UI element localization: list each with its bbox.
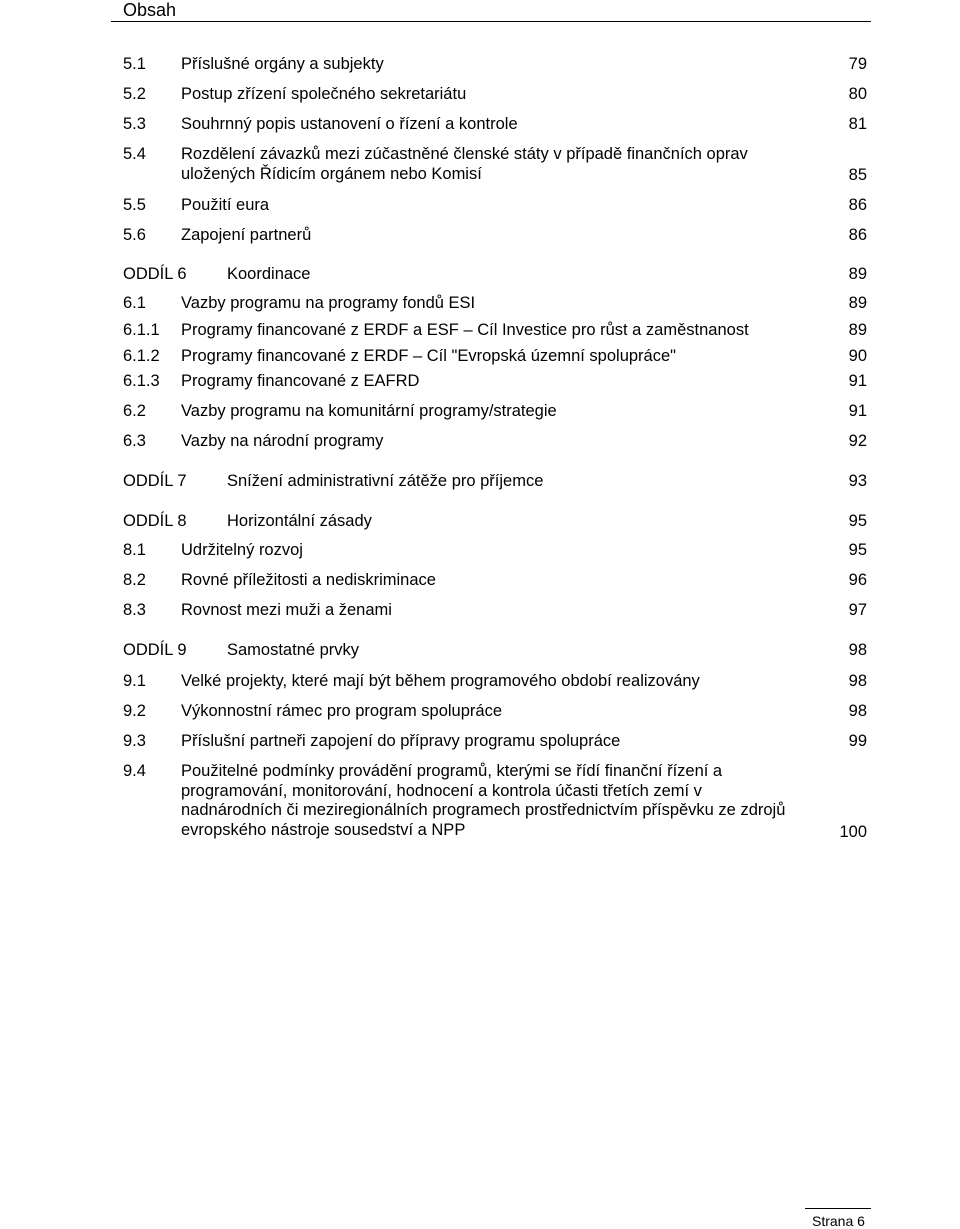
toc-entry-number: 5.3	[123, 115, 146, 133]
toc-entry-page: 97	[848, 601, 867, 619]
toc-entry-title: Zapojení partnerů	[181, 226, 312, 244]
toc-entry-number: 6.1	[123, 294, 146, 312]
toc-entry-number: 6.2	[123, 402, 146, 420]
toc-entry-page: 99	[848, 732, 867, 750]
toc-entry-page: 100	[839, 823, 867, 841]
toc-entry-page: 90	[848, 347, 867, 365]
toc-entry-number: ODDÍL 6	[123, 265, 187, 283]
toc-entry-number: 8.1	[123, 541, 146, 559]
toc-entry-number: 9.2	[123, 702, 146, 720]
toc-entry-number: 5.2	[123, 85, 146, 103]
toc-entry-number: 9.1	[123, 672, 146, 690]
toc-entry-title: Vazby programu na komunitární programy/strategie	[181, 402, 557, 420]
toc-entry-title: Udržitelný rozvoj	[181, 541, 303, 559]
toc-entry-page: 98	[848, 702, 867, 720]
toc-entry-number: 9.3	[123, 732, 146, 750]
page-header-title: Obsah	[123, 0, 177, 20]
toc-entry-page: 95	[848, 512, 867, 530]
toc-entry-page: 91	[848, 372, 867, 390]
toc-entry-number: 6.1.3	[123, 372, 160, 390]
toc-entry-number: 6.1.1	[123, 321, 160, 339]
toc-entry-number: 9.4	[123, 762, 146, 780]
toc-entry-title: Snížení administrativní zátěže pro příjemce	[227, 472, 544, 490]
toc-entry-title: Příslušní partneři zapojení do přípravy programu spolupráce	[181, 732, 621, 750]
toc-entry-page: 98	[848, 641, 867, 659]
toc-entry-page: 89	[848, 321, 867, 339]
toc-entry-number: 6.1.2	[123, 347, 160, 365]
toc-entry-page: 89	[848, 294, 867, 312]
toc-entry-title: Postup zřízení společného sekretariátu	[181, 85, 467, 103]
toc-entry-title: Vazby programu na programy fondů ESI	[181, 294, 476, 312]
toc-entry-number: 5.4	[123, 145, 146, 163]
toc-entry-title: Rovné příležitosti a nediskriminace	[181, 571, 436, 589]
footer-divider	[805, 1208, 871, 1209]
toc-entry-page: 89	[848, 265, 867, 283]
toc-entry-number: 5.1	[123, 55, 146, 73]
toc-entry-number: 5.6	[123, 226, 146, 244]
toc-entry-title: Velké projekty, které mají být během programového období realizovány	[181, 672, 700, 690]
toc-entry-page: 98	[848, 672, 867, 690]
toc-entry-page: 80	[848, 85, 867, 103]
toc-entry-number: ODDÍL 8	[123, 512, 187, 530]
toc-entry-page: 92	[848, 432, 867, 450]
toc-entry-title: Rozdělení závazků mezi zúčastněné členské státy v případě finančních oprav uložených Řídicím orgánem nebo Komisí	[181, 145, 748, 183]
toc-entry-title: Programy financované z EAFRD	[181, 372, 420, 390]
toc-entry-page: 86	[848, 226, 867, 244]
toc-entry-number: 6.3	[123, 432, 146, 450]
toc-entry-title: Vazby na národní programy	[181, 432, 384, 450]
toc-entry-page: 93	[848, 472, 867, 490]
toc-entry-title: Příslušné orgány a subjekty	[181, 55, 384, 73]
toc-entry-number: 5.5	[123, 196, 146, 214]
toc-entry-title: Souhrnný popis ustanovení o řízení a kontrole	[181, 115, 518, 133]
toc-entry-page: 79	[848, 55, 867, 73]
toc-entry-page: 91	[848, 402, 867, 420]
toc-entry-page: 85	[848, 166, 867, 184]
toc-entry-page: 96	[848, 571, 867, 589]
footer-page-number: Strana 6	[812, 1213, 865, 1229]
toc-entry-number: 8.2	[123, 571, 146, 589]
toc-entry-title: Použitelné podmínky provádění programů, kterými se řídí finanční řízení a programování, monitorování, hodnocení a kontrola účasti třetích zemí v nadnárodních či meziregionálních programech prostřednictvím příspěvku ze zdrojů evropského nástroje sousedství a NPP	[181, 762, 786, 839]
toc-entry-title: Výkonnostní rámec pro program spolupráce	[181, 702, 502, 720]
toc-entry-title: Horizontální zásady	[227, 512, 372, 530]
toc-entry-title: Koordinace	[227, 265, 311, 283]
toc-entry-title: Programy financované z ERDF a ESF – Cíl Investice pro růst a zaměstnanost	[181, 321, 749, 339]
toc-entry-title: Použití eura	[181, 196, 270, 214]
toc-entry-number: ODDÍL 7	[123, 472, 187, 490]
toc-entry-page: 95	[848, 541, 867, 559]
toc-entry-number: ODDÍL 9	[123, 641, 187, 659]
toc-entry-number: 8.3	[123, 601, 146, 619]
toc-entry-title: Samostatné prvky	[227, 641, 360, 659]
toc-entry-page: 81	[848, 115, 867, 133]
toc-entry-page: 86	[848, 196, 867, 214]
toc-entry-title: Programy financované z ERDF – Cíl "Evropská územní spolupráce"	[181, 347, 677, 365]
toc-entry-title: Rovnost mezi muži a ženami	[181, 601, 392, 619]
